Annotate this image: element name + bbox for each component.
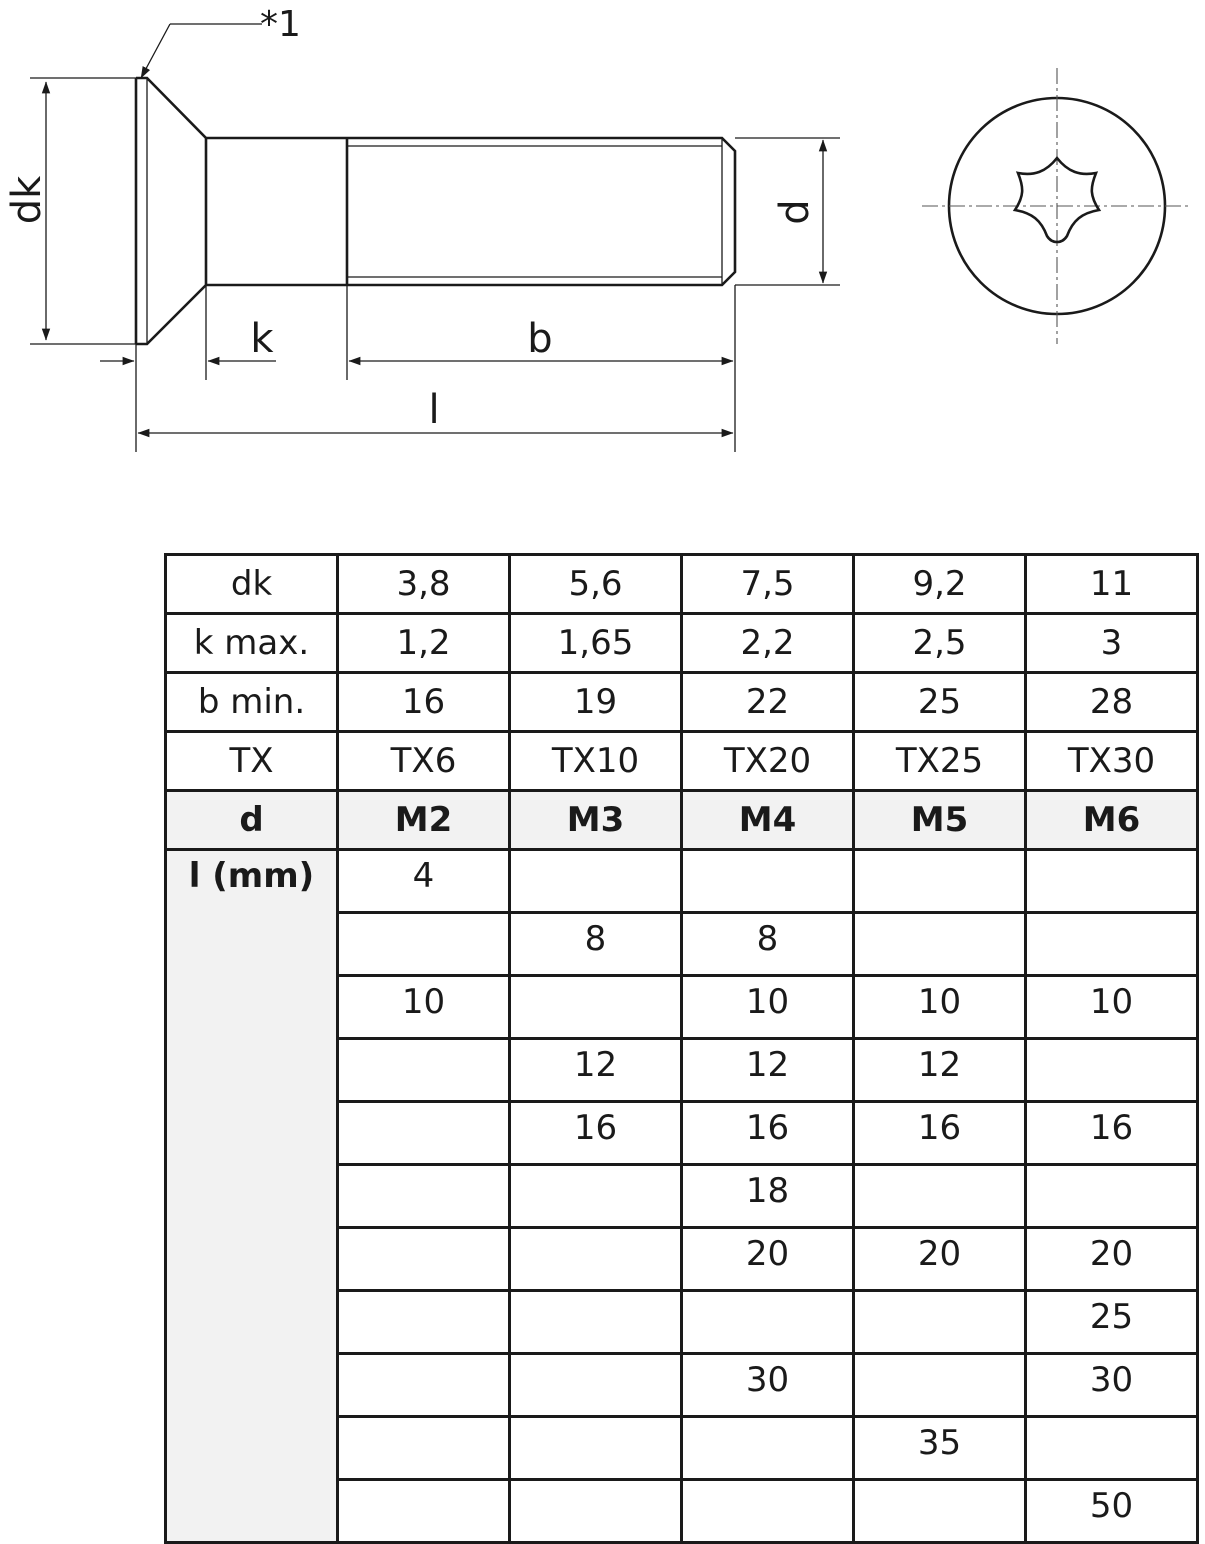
length-cell bbox=[854, 1480, 1026, 1543]
table-cell: 1,65 bbox=[510, 614, 682, 673]
length-cell bbox=[338, 1102, 510, 1165]
table-cell: TX6 bbox=[338, 732, 510, 791]
length-cell bbox=[854, 850, 1026, 913]
row-label: dk bbox=[166, 555, 338, 614]
table-cell: 3,8 bbox=[338, 555, 510, 614]
length-cell: 20 bbox=[1026, 1228, 1198, 1291]
table-row bbox=[166, 732, 1198, 791]
b-label: b bbox=[527, 316, 553, 362]
length-cell: 8 bbox=[682, 913, 854, 976]
table-cell: 2,5 bbox=[854, 614, 1026, 673]
table-cell: 1,2 bbox=[338, 614, 510, 673]
length-cell: 12 bbox=[682, 1039, 854, 1102]
specification-table bbox=[164, 553, 1199, 1544]
table-row-thread-size bbox=[166, 791, 1198, 850]
length-cell bbox=[338, 1039, 510, 1102]
d-dimension bbox=[735, 138, 840, 285]
thread-size-cell: M5 bbox=[854, 791, 1026, 850]
thread-size-cell: M4 bbox=[682, 791, 854, 850]
table-row bbox=[166, 555, 1198, 614]
length-cell bbox=[338, 1165, 510, 1228]
length-cell bbox=[682, 850, 854, 913]
length-cell: 20 bbox=[854, 1228, 1026, 1291]
k-label: k bbox=[250, 316, 274, 362]
length-cell bbox=[510, 1417, 682, 1480]
row-label: TX bbox=[166, 732, 338, 791]
table-row bbox=[166, 673, 1198, 732]
table-cell: 19 bbox=[510, 673, 682, 732]
thread-size-cell: M3 bbox=[510, 791, 682, 850]
length-cell bbox=[1026, 913, 1198, 976]
length-cell bbox=[1026, 1039, 1198, 1102]
table-row bbox=[166, 614, 1198, 673]
d-label: d bbox=[772, 199, 818, 225]
table-cell: 7,5 bbox=[682, 555, 854, 614]
table-cell: 2,2 bbox=[682, 614, 854, 673]
length-cell: 16 bbox=[854, 1102, 1026, 1165]
length-cell bbox=[510, 1228, 682, 1291]
length-cell bbox=[510, 1354, 682, 1417]
length-cell: 16 bbox=[682, 1102, 854, 1165]
length-cell bbox=[510, 850, 682, 913]
length-cell bbox=[854, 913, 1026, 976]
length-cell: 18 bbox=[682, 1165, 854, 1228]
length-cell bbox=[1026, 1165, 1198, 1228]
table-cell: 3 bbox=[1026, 614, 1198, 673]
length-cell: 8 bbox=[510, 913, 682, 976]
table-cell: 25 bbox=[854, 673, 1026, 732]
row-label: k max. bbox=[166, 614, 338, 673]
length-cell bbox=[338, 1354, 510, 1417]
length-cell bbox=[854, 1354, 1026, 1417]
screw-side-view bbox=[136, 78, 735, 344]
row-label: b min. bbox=[166, 673, 338, 732]
length-cell: 16 bbox=[1026, 1102, 1198, 1165]
length-cell: 30 bbox=[682, 1354, 854, 1417]
length-cell: 10 bbox=[682, 976, 854, 1039]
table-cell: 22 bbox=[682, 673, 854, 732]
length-cell bbox=[1026, 850, 1198, 913]
length-cell bbox=[510, 1291, 682, 1354]
length-cell: 20 bbox=[682, 1228, 854, 1291]
torx-head-top-view bbox=[922, 68, 1192, 344]
length-cell bbox=[510, 1480, 682, 1543]
table-cell: TX25 bbox=[854, 732, 1026, 791]
table-cell: 5,6 bbox=[510, 555, 682, 614]
table-row-length bbox=[166, 850, 1198, 913]
screw-technical-drawing bbox=[0, 0, 1205, 470]
b-dimension bbox=[347, 285, 735, 452]
row-label: d bbox=[166, 791, 338, 850]
length-cell bbox=[1026, 1417, 1198, 1480]
length-label: l (mm) bbox=[166, 850, 338, 1543]
dk-dimension bbox=[4, 78, 136, 344]
l-dimension bbox=[136, 370, 733, 452]
length-cell: 16 bbox=[510, 1102, 682, 1165]
length-cell bbox=[854, 1165, 1026, 1228]
length-cell bbox=[682, 1480, 854, 1543]
length-cell: 25 bbox=[1026, 1291, 1198, 1354]
table-cell: TX30 bbox=[1026, 732, 1198, 791]
length-cell bbox=[510, 976, 682, 1039]
length-cell: 50 bbox=[1026, 1480, 1198, 1543]
length-cell: 12 bbox=[854, 1039, 1026, 1102]
length-cell bbox=[338, 1291, 510, 1354]
length-cell: 12 bbox=[510, 1039, 682, 1102]
table-cell: 28 bbox=[1026, 673, 1198, 732]
table-cell: 9,2 bbox=[854, 555, 1026, 614]
thread-size-cell: M6 bbox=[1026, 791, 1198, 850]
length-cell bbox=[682, 1417, 854, 1480]
table-cell: 11 bbox=[1026, 555, 1198, 614]
length-cell: 10 bbox=[854, 976, 1026, 1039]
table-cell: 16 bbox=[338, 673, 510, 732]
length-cell: 10 bbox=[338, 976, 510, 1039]
note-leader bbox=[141, 4, 301, 78]
length-cell bbox=[682, 1291, 854, 1354]
length-cell bbox=[338, 913, 510, 976]
length-cell: 4 bbox=[338, 850, 510, 913]
length-cell: 10 bbox=[1026, 976, 1198, 1039]
k-dimension bbox=[100, 285, 276, 380]
table-cell: TX10 bbox=[510, 732, 682, 791]
length-cell: 30 bbox=[1026, 1354, 1198, 1417]
length-cell bbox=[854, 1291, 1026, 1354]
length-cell: 35 bbox=[854, 1417, 1026, 1480]
length-cell bbox=[338, 1228, 510, 1291]
table-cell: TX20 bbox=[682, 732, 854, 791]
l-label: l bbox=[428, 387, 440, 433]
dk-label: dk bbox=[4, 175, 50, 225]
length-cell bbox=[338, 1480, 510, 1543]
length-cell bbox=[338, 1417, 510, 1480]
length-cell bbox=[510, 1165, 682, 1228]
thread-size-cell: M2 bbox=[338, 791, 510, 850]
note-label: *1 bbox=[260, 4, 301, 45]
